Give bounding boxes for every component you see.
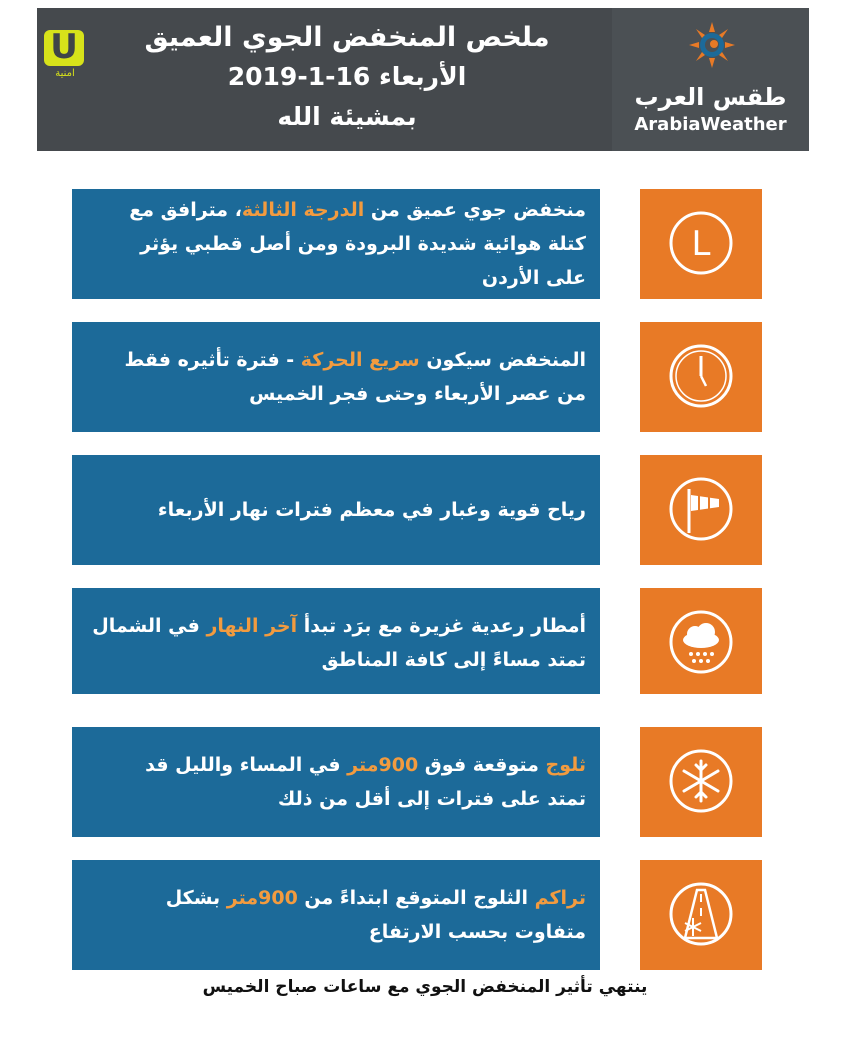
clock-icon bbox=[667, 342, 735, 410]
info-line: رياح قوية وغبار في معظم فترات نهار الأربعاء bbox=[157, 499, 586, 521]
icon-box bbox=[640, 455, 762, 565]
arabiaweather-brand bbox=[612, 8, 809, 151]
header-title-area bbox=[37, 8, 612, 151]
info-row-snow-accumulation bbox=[72, 860, 762, 970]
info-line: المنخفض سيكون سريع الحركة - فترة تأثيره فقط bbox=[124, 349, 586, 371]
snowflake-icon bbox=[667, 747, 735, 815]
info-text-box bbox=[72, 860, 600, 970]
info-row-wind bbox=[72, 455, 762, 565]
arabiaweather-sun-icon bbox=[689, 22, 735, 68]
info-text-box bbox=[72, 322, 600, 432]
title-line-1: ملخص المنخفض الجوي العميق bbox=[144, 22, 550, 53]
info-line: كتلة هوائية شديدة البرودة ومن أصل قطبي يؤثر bbox=[140, 233, 586, 255]
info-line: من عصر الأربعاء وحتى فجر الخميس bbox=[249, 383, 586, 405]
header-banner bbox=[37, 8, 809, 151]
u-channel-tag: امنية bbox=[55, 68, 75, 79]
info-row-fast-moving bbox=[72, 322, 762, 432]
info-line: على الأردن bbox=[481, 267, 586, 289]
info-line: منخفض جوي عميق من الدرجة الثالثة، مترافق مع bbox=[129, 199, 586, 221]
info-text-box bbox=[72, 588, 600, 698]
info-line: تمتد على فترات إلى أقل من ذلك bbox=[277, 788, 586, 810]
icon-box bbox=[640, 189, 762, 299]
low-pressure-L-icon bbox=[667, 209, 735, 277]
hail-cloud-icon bbox=[667, 608, 735, 676]
icon-box bbox=[640, 727, 762, 837]
svg-text:L: L bbox=[691, 224, 711, 264]
info-line: تمتد مساءً إلى كافة المناطق bbox=[321, 649, 586, 671]
icon-box bbox=[640, 860, 762, 970]
brand-name-arabic: طقس العرب bbox=[634, 83, 787, 111]
info-line: ثلوج متوقعة فوق 900متر في المساء والليل قد bbox=[145, 754, 586, 776]
info-text-box bbox=[72, 189, 600, 299]
snow-road-icon bbox=[667, 880, 735, 948]
icon-box bbox=[640, 588, 762, 698]
footer-note: ينتهي تأثير المنخفض الجوي مع ساعات صباح الخميس bbox=[202, 977, 648, 997]
info-row-thunderstorms bbox=[72, 588, 762, 698]
windsock-icon bbox=[667, 475, 735, 543]
brand-name-english: ArabiaWeather bbox=[634, 114, 787, 135]
icon-box bbox=[640, 322, 762, 432]
u-channel-logo: U bbox=[44, 30, 84, 66]
info-row-low-pressure bbox=[72, 189, 762, 299]
title-line-3: بمشيئة الله bbox=[277, 102, 417, 131]
info-line: أمطار رعدية غزيرة مع برَد تبدأ آخر النهار في الشمال bbox=[92, 615, 586, 637]
divider-gap bbox=[0, 694, 850, 714]
title-line-2: الأربعاء 16-1-2019 bbox=[227, 62, 467, 91]
info-row-snow bbox=[72, 727, 762, 837]
info-text-box bbox=[72, 727, 600, 837]
info-line: متفاوت بحسب الارتفاع bbox=[368, 921, 586, 943]
info-line: تراكم الثلوج المتوقع ابتداءً من 900متر بشكل bbox=[165, 887, 586, 909]
info-text-box bbox=[72, 455, 600, 565]
